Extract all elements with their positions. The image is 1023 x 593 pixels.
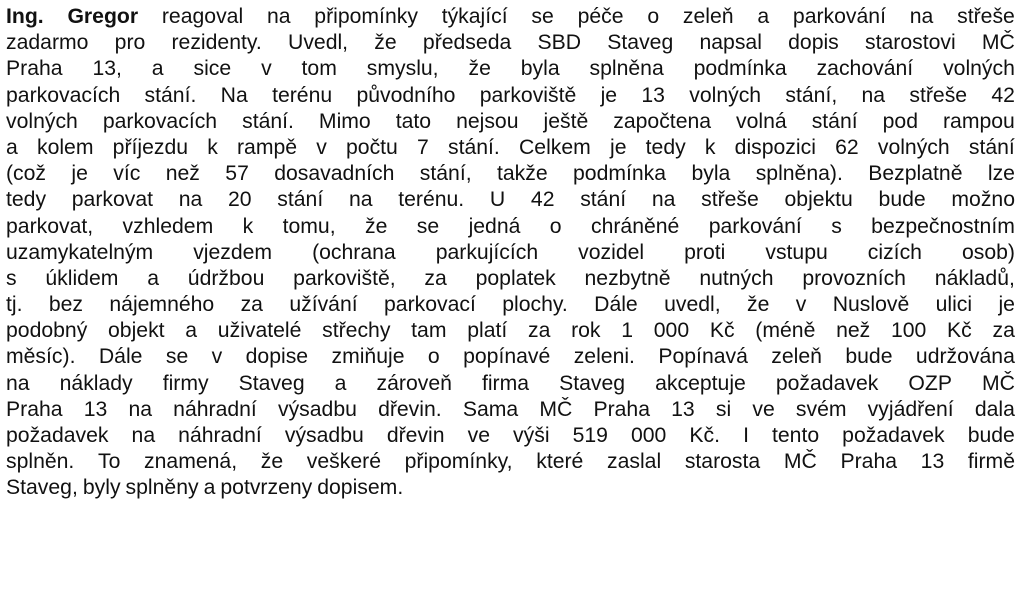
- word: 1: [621, 319, 634, 343]
- word: znamená,: [144, 450, 238, 474]
- word: uživatelé: [217, 319, 302, 343]
- word: týkající: [441, 5, 508, 28]
- word: že: [468, 57, 491, 81]
- word: náhradní: [173, 397, 257, 421]
- word: parkovat: [71, 188, 154, 212]
- word: stání,: [785, 83, 838, 107]
- word: že: [746, 293, 770, 317]
- word: tom: [301, 57, 337, 81]
- word: příjezdu: [112, 135, 189, 159]
- word: parkovat,: [6, 214, 94, 238]
- word: zaslal: [607, 450, 662, 474]
- word: na: [266, 5, 291, 28]
- word: vyjádření: [867, 397, 954, 421]
- word: s: [831, 214, 842, 238]
- word: Praha: [6, 397, 63, 421]
- word: provozních: [802, 266, 906, 290]
- word: o: [647, 5, 660, 28]
- word: 000: [630, 424, 667, 447]
- word: zeleň: [682, 5, 734, 28]
- word: parkování: [708, 214, 802, 238]
- word: smyslu,: [366, 57, 439, 81]
- word: náhradní: [178, 424, 262, 447]
- text-line: [6, 266, 1015, 292]
- word: stání: [580, 188, 627, 212]
- word: tedy: [645, 135, 686, 159]
- word: údržbou: [187, 266, 265, 290]
- word: 57: [225, 162, 249, 186]
- word: a: [147, 266, 159, 290]
- word: 13: [83, 397, 108, 421]
- word: a: [757, 5, 770, 28]
- word: pod: [882, 109, 918, 133]
- word: dispozici: [734, 135, 816, 159]
- word: svém: [795, 397, 847, 421]
- word: vjezdem: [193, 240, 273, 264]
- word: než: [836, 319, 871, 343]
- word: Praha: [593, 397, 650, 421]
- word: nezbytně: [584, 266, 671, 290]
- word: 13: [641, 83, 665, 107]
- word: tam: [411, 319, 447, 343]
- word: které: [536, 450, 584, 474]
- word: terénu.: [398, 188, 465, 212]
- word: popínavé: [463, 345, 551, 369]
- word: rampě: [237, 135, 298, 159]
- word: na: [6, 371, 30, 395]
- word: na: [348, 188, 373, 212]
- word: firmě: [967, 450, 1015, 474]
- word: SBD: [537, 31, 582, 55]
- word: dopis: [788, 31, 839, 55]
- word: potvrzeny: [220, 476, 313, 500]
- word: 519: [572, 424, 608, 447]
- word: Popínavá: [658, 345, 748, 369]
- word: volných: [877, 135, 950, 159]
- word: zachování: [816, 57, 914, 81]
- word: k: [242, 214, 254, 238]
- word: uvedl,: [664, 293, 721, 317]
- word: dosavadních: [274, 162, 395, 186]
- word: splněny: [125, 476, 199, 500]
- word: bez: [48, 293, 84, 317]
- word: Praha: [6, 57, 63, 81]
- word: tento: [772, 424, 820, 447]
- word: střeše: [701, 188, 759, 212]
- word: bude: [845, 345, 893, 369]
- word: ulici: [935, 293, 973, 317]
- word: Nuslově: [832, 293, 910, 317]
- word: parkujících: [435, 240, 539, 264]
- word: výsadbu: [277, 397, 357, 421]
- word: uzamykatelným: [6, 240, 154, 264]
- word: Mimo: [318, 109, 371, 133]
- word: chráněné: [590, 214, 680, 238]
- word: Staveg: [559, 371, 626, 395]
- word: Kč: [947, 319, 972, 343]
- word: volných: [689, 83, 762, 107]
- word: parkovací: [384, 293, 476, 317]
- word: stání.: [144, 83, 197, 107]
- word: pro: [114, 31, 146, 55]
- word: 13,: [92, 57, 122, 81]
- word: vozidel: [578, 240, 645, 264]
- word: stání.: [447, 135, 500, 159]
- word: OZP: [908, 371, 952, 395]
- word: bude: [967, 424, 1015, 447]
- word: stání: [968, 135, 1015, 159]
- word: tj.: [6, 293, 23, 317]
- word: akceptuje: [655, 371, 746, 395]
- word: dopise: [245, 345, 309, 369]
- word: kolem: [36, 135, 94, 159]
- word: rezidenty.: [171, 31, 262, 55]
- word: 7: [417, 135, 429, 159]
- text-line: [6, 56, 1015, 82]
- word: reagoval: [161, 5, 244, 28]
- word: nákladů,: [934, 266, 1015, 290]
- word: se: [416, 214, 440, 238]
- word: se: [531, 5, 554, 28]
- word: 000: [653, 319, 690, 343]
- word: střeše: [909, 83, 968, 107]
- word: je: [71, 162, 88, 186]
- word: si: [715, 397, 732, 421]
- text-line: [6, 449, 1015, 475]
- word: požadavek: [775, 371, 879, 395]
- word: o: [427, 345, 440, 369]
- word: poplatek: [475, 266, 556, 290]
- word: 62: [835, 135, 859, 159]
- word: na: [128, 397, 153, 421]
- text-line: [6, 30, 1015, 56]
- word: v: [261, 57, 272, 81]
- bold-word: Gregor: [67, 5, 139, 28]
- word: starostovi: [865, 31, 956, 55]
- word: byla: [520, 57, 560, 81]
- word: podobný: [6, 319, 88, 343]
- word: splněna).: [755, 162, 843, 186]
- word: nájemného: [109, 293, 215, 317]
- word: (méně: [755, 319, 816, 343]
- word: zároveň: [376, 371, 452, 395]
- word: terénu: [272, 83, 333, 107]
- text-line: [6, 318, 1015, 344]
- word: 100: [890, 319, 927, 343]
- word: rok: [571, 319, 601, 343]
- word: volná: [736, 109, 787, 133]
- word: nejsou: [456, 109, 519, 133]
- text-line: [6, 292, 1015, 318]
- word: Staveg: [238, 371, 305, 395]
- word: v: [211, 345, 223, 369]
- word: firmy: [162, 371, 209, 395]
- word: zeleni.: [573, 345, 635, 369]
- word: splněna: [589, 57, 664, 81]
- word: splněn.: [6, 450, 75, 474]
- text-line: [6, 83, 1015, 109]
- word: Kč.: [689, 424, 721, 447]
- word: za: [424, 266, 447, 290]
- word: zmiňuje: [331, 345, 405, 369]
- word: parkoviště,: [293, 266, 396, 290]
- word: náklady: [59, 371, 133, 395]
- word: 13: [671, 397, 695, 421]
- word: napsal: [699, 31, 762, 55]
- word: MČ: [783, 450, 817, 474]
- bold-word: Ing.: [6, 5, 44, 28]
- word: podmínka: [693, 57, 787, 81]
- word: bezpečnostním: [871, 214, 1015, 238]
- word: stání: [277, 188, 324, 212]
- word: střeše: [957, 5, 1015, 28]
- word: Uvedl,: [288, 31, 349, 55]
- word: vzhledem: [122, 214, 214, 238]
- word: stání: [811, 109, 858, 133]
- word: MČ: [982, 371, 1015, 395]
- word: započtena: [613, 109, 712, 133]
- word: možno: [951, 188, 1015, 212]
- word: lze: [987, 162, 1015, 186]
- word: na: [861, 83, 886, 107]
- word: Dále: [98, 345, 143, 369]
- word: I: [743, 424, 749, 447]
- text-line: [6, 161, 1015, 187]
- text-line: [6, 371, 1015, 397]
- word: za: [992, 319, 1015, 343]
- word: s: [6, 266, 17, 290]
- word: starosta: [684, 450, 761, 474]
- word: za: [527, 319, 551, 343]
- word: rampou: [943, 109, 1015, 133]
- word: 42: [991, 83, 1015, 107]
- word: úklidem: [45, 266, 119, 290]
- word: než: [165, 162, 200, 186]
- text-line: [6, 475, 1015, 501]
- word: Staveg: [607, 31, 674, 55]
- word: veškeré: [306, 450, 381, 474]
- word: tato: [395, 109, 432, 133]
- word: podmínka: [573, 162, 667, 186]
- word: MČ: [981, 31, 1015, 55]
- word: dřevin.: [378, 397, 442, 421]
- word: střechy: [322, 319, 391, 343]
- paragraph: [6, 4, 1015, 502]
- word: volných: [6, 109, 78, 133]
- word: cizích: [867, 240, 922, 264]
- word: požadavek: [6, 424, 109, 447]
- word: (ochrana: [312, 240, 396, 264]
- word: připomínky,: [404, 450, 513, 474]
- word: a: [151, 57, 164, 81]
- word: proti: [684, 240, 726, 264]
- word: na: [131, 424, 156, 447]
- word: ve: [467, 424, 490, 447]
- word: Staveg,: [6, 476, 78, 500]
- word: plochy.: [502, 293, 568, 317]
- word: výsadbu: [284, 424, 364, 447]
- word: udržována: [915, 345, 1015, 369]
- word: objekt: [108, 319, 165, 343]
- word: firma: [481, 371, 530, 395]
- word: sice: [193, 57, 232, 81]
- word: a: [6, 135, 18, 159]
- word: a: [185, 319, 198, 343]
- word: předseda: [422, 31, 512, 55]
- word: 42: [530, 188, 555, 212]
- word: že: [365, 214, 388, 238]
- word: původního: [356, 83, 456, 107]
- word: a: [334, 371, 347, 395]
- word: objektu: [784, 188, 853, 212]
- word: a: [203, 476, 216, 500]
- word: je: [998, 293, 1015, 317]
- word: parkovacích: [102, 109, 218, 133]
- text-line: [6, 4, 1015, 30]
- word: tedy: [6, 188, 47, 212]
- word: parkování: [792, 5, 886, 28]
- word: Na: [220, 83, 248, 107]
- word: takže: [496, 162, 548, 186]
- word: To: [97, 450, 121, 474]
- word: parkoviště: [479, 83, 577, 107]
- word: připomínky: [314, 5, 418, 28]
- text-line: [6, 397, 1015, 423]
- word: tomu,: [282, 214, 336, 238]
- word: dala: [974, 397, 1015, 421]
- text-line: [6, 240, 1015, 266]
- word: parkovacích: [6, 83, 121, 107]
- word: měsíc).: [6, 345, 76, 369]
- word: ještě: [543, 109, 589, 133]
- word: zeleň: [771, 345, 822, 369]
- word: jedná: [468, 214, 521, 238]
- word: Praha: [840, 450, 898, 474]
- word: v: [795, 293, 807, 317]
- text-line: [6, 344, 1015, 370]
- word: užívání: [289, 293, 358, 317]
- word: na: [651, 188, 676, 212]
- word: je: [600, 83, 618, 107]
- word: byla: [691, 162, 731, 186]
- word: se: [165, 345, 189, 369]
- word: Kč: [709, 319, 735, 343]
- word: 13: [920, 450, 945, 474]
- word: vstupu: [765, 240, 828, 264]
- word: dopisem.: [317, 476, 404, 500]
- text-line: [6, 135, 1015, 161]
- word: osob): [961, 240, 1015, 264]
- word: péče: [577, 5, 624, 28]
- word: byly: [82, 476, 121, 500]
- word: Bezplatně: [868, 162, 963, 186]
- text-line: [6, 214, 1015, 240]
- word: počtu: [346, 135, 398, 159]
- word: volných: [943, 57, 1015, 81]
- word: platí: [467, 319, 508, 343]
- text-line: [6, 109, 1015, 135]
- word: Dále: [594, 293, 638, 317]
- word: že: [374, 31, 397, 55]
- word: je: [609, 135, 627, 159]
- word: nutných: [699, 266, 774, 290]
- word: o: [549, 214, 562, 238]
- word: na: [909, 5, 934, 28]
- word: MČ: [539, 397, 573, 421]
- word: že: [260, 450, 284, 474]
- word: výši: [513, 424, 550, 447]
- word: stání,: [419, 162, 472, 186]
- word: (což: [6, 162, 47, 186]
- word: víc: [113, 162, 141, 186]
- word: v: [316, 135, 327, 159]
- word: za: [240, 293, 263, 317]
- word: požadavek: [842, 424, 945, 447]
- word: U: [489, 188, 506, 212]
- text-line: [6, 187, 1015, 213]
- word: Celkem: [518, 135, 591, 159]
- word: stání.: [242, 109, 294, 133]
- word: ve: [752, 397, 775, 421]
- text-line: [6, 423, 1015, 449]
- word: 20: [228, 188, 252, 212]
- word: k: [207, 135, 218, 159]
- word: k: [704, 135, 716, 159]
- word: dřevin: [386, 424, 445, 447]
- word: Sama: [462, 397, 519, 421]
- word: na: [178, 188, 203, 212]
- word: zadarmo: [6, 31, 89, 55]
- word: bude: [878, 188, 926, 212]
